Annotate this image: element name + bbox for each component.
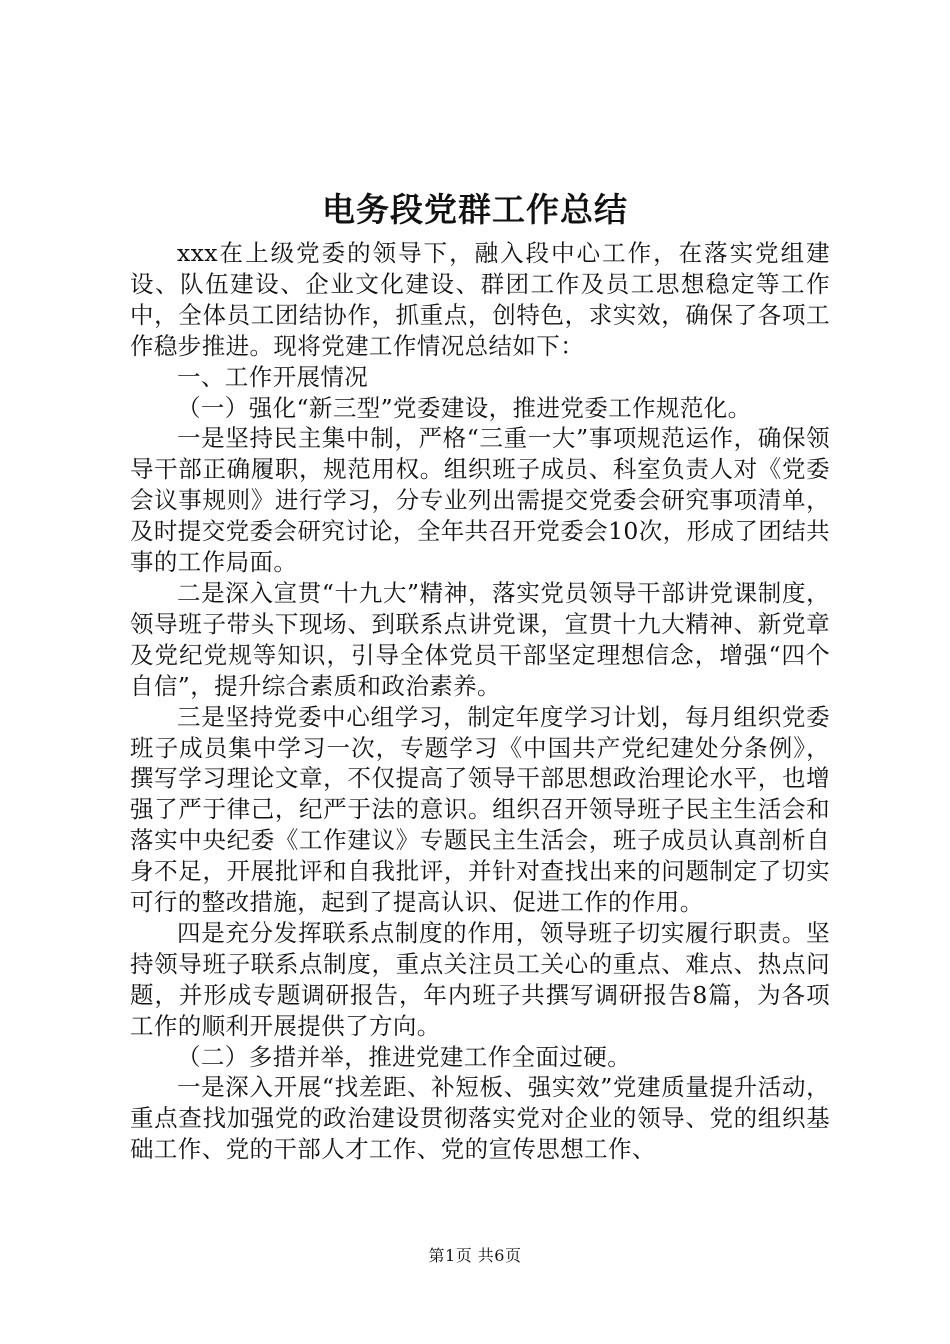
paragraph-point-3: 三是坚持党委中心组学习，制定年度学习计划，每月组织党委班子成员集中学习一次，专题学习《中国共产党纪建处分条例》，撰写学习理论文章，不仅提高了领导干部思想政治理论水平，也增强了严于律己，纪严于法的意识。组织召开领导班子民主生活会和落实中央纪委《工作建议》专题民主生活会，班子成员认真剖析自身不足，开展批评和自我批评，并针对查找出来的问题制定了切实可行的整改措施，起到了提高认识、促进工作的作用。 (130, 702, 830, 917)
paragraph-point-4: 四是充分发挥联系点制度的作用，领导班子切实履行职责。坚持领导班子联系点制度，重点关注员工关心的重点、难点、热点问题，并形成专题调研报告，年内班子共撰写调研报告8篇，为各项工作的顺利开展提供了方向。 (130, 918, 830, 1040)
paragraph-intro: xxx在上级党委的领导下，融入段中心工作，在落实党组建设、队伍建设、企业文化建设、群团工作及员工思想稳定等工作中，全体员工团结协作，抓重点，创特色，求实效，确保了各项工作稳步推进。现将党建工作情况总结如下： (130, 239, 830, 360)
subsection-heading-2: （二）多措并举，推进党建工作全面过硬。 (177, 1042, 632, 1071)
subsection-heading-1: （一）强化“新三型”党委建设，推进党委工作规范化。 (177, 393, 752, 422)
document-title: 电务段党群工作总结 (322, 190, 628, 229)
paragraph-point-2: 二是深入宣贯“十九大”精神，落实党员领导干部讲党课制度，领导班子带头下现场、到联系点讲党课，宣贯十九大精神、新党章及党纪党规等知识，引导全体党员干部坚定理想信念，增强“四个自信”，提升综合素质和政治素养。 (130, 578, 830, 700)
section-heading-work-status: 一、工作开展情况 (177, 362, 369, 391)
paragraph-point-1: 一是坚持民主集中制，严格“三重一大”事项规范运作，确保领导干部正确履职，规范用权。组织班子成员、科室负责人对《党委会议事规则》进行学习，分专业列出需提交党委会研究事项清单，及时提交党委会研究讨论，全年共召开党委会10次，形成了团结共事的工作局面。 (130, 424, 830, 577)
document-body (130, 238, 830, 1165)
paragraph-point-5: 一是深入开展“找差距、补短板、强实效”党建质量提升活动，重点查找加强党的政治建设贯彻落实党对企业的领导、党的组织基础工作、党的干部人才工作、党的宣传思想工作、 (130, 1073, 830, 1164)
page-number-footer: 第1页 共6页 (428, 1246, 522, 1265)
